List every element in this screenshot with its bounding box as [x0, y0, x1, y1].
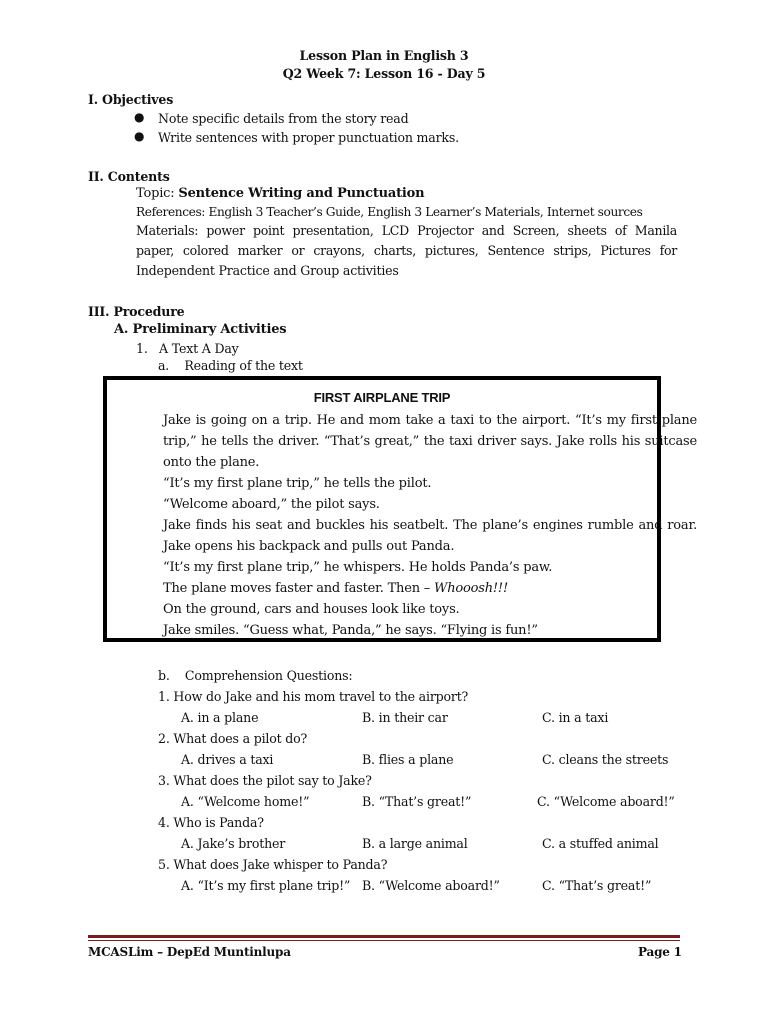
materials-line-2: paper, colored marker or crayons, charts, pictures, Sentence strips, Pictures for — [136, 243, 677, 258]
story-paragraph-2: “It’s my first plane trip,” he tells the pilot. — [163, 476, 432, 491]
objectives-heading: I. Objectives — [88, 92, 174, 107]
question-text: 3. What does the pilot say to Jake? — [158, 773, 372, 788]
footer-divider — [88, 940, 680, 941]
story-title: FIRST AIRPLANE TRIP — [313, 390, 451, 405]
objective-item: Write sentences with proper punctuation marks. — [158, 130, 459, 145]
references-line: References: English 3 Teacher’s Guide, English 3 Learner’s Materials, Internet sources — [136, 205, 643, 219]
procedure-item-b: b. Comprehension Questions: — [158, 668, 353, 683]
story-paragraph-3: “Welcome aboard,” the pilot says. — [163, 497, 380, 512]
footer-left: MCASLim – DepEd Muntinlupa — [88, 945, 291, 959]
preliminary-activities-heading: A. Preliminary Activities — [114, 322, 287, 337]
page-number: Page 1 — [638, 945, 682, 959]
question-option-b: B. “That’s great!” — [362, 794, 472, 809]
story-paragraph-5: “It’s my first plane trip,” he whispers. He holds Panda’s paw. — [163, 560, 553, 575]
story-paragraph-6 — [117, 578, 697, 599]
question-option-a: A. “It’s my first plane trip!” — [181, 878, 351, 893]
question-text: 1. How do Jake and his mom travel to the airport? — [158, 689, 469, 704]
question-option-a: A. “Welcome home!” — [181, 794, 310, 809]
story-paragraph-8: Jake smiles. “Guess what, Panda,” he says. “Flying is fun!” — [163, 623, 538, 638]
procedure-item-a: a. Reading of the text — [158, 358, 303, 373]
contents-heading: II. Contents — [88, 169, 170, 184]
topic-label: Topic: — [136, 186, 175, 201]
story-paragraph-4: Jake finds his seat and buckles his seatbelt. The plane’s engines rumble and roar. Jake opens his backpack and pulls out Panda. — [163, 518, 697, 554]
procedure-heading: III. Procedure — [88, 304, 185, 319]
bullet-icon: ● — [134, 110, 145, 124]
question-option-b: B. in their car — [362, 710, 448, 725]
question-text: 4. Who is Panda? — [158, 815, 264, 830]
question-option-a: A. Jake’s brother — [181, 836, 286, 851]
question-option-b: B. flies a plane — [362, 752, 454, 767]
question-option-c: C. in a taxi — [542, 710, 609, 725]
materials-line-1: Materials: power point presentation, LCD Projector and Screen, sheets of Manila — [136, 223, 677, 238]
question-option-c: C. cleans the streets — [542, 752, 669, 767]
question-option-b: B. a large animal — [362, 836, 468, 851]
story-paragraph-1: Jake is going on a trip. He and mom take a taxi to the airport. “It’s my first plane trip,” he tells the driver. “That’s great,” the taxi driver says. Jake rolls his suitcase onto the plane. — [163, 413, 697, 470]
document-title: Lesson Plan in English 3 — [299, 48, 469, 63]
question-text: 5. What does Jake whisper to Panda? — [158, 857, 388, 872]
question-option-c: C. “That’s great!” — [542, 878, 652, 893]
document-subtitle: Q2 Week 7: Lesson 16 - Day 5 — [282, 66, 486, 81]
question-option-c: C. a stuffed animal — [542, 836, 659, 851]
question-text: 2. What does a pilot do? — [158, 731, 308, 746]
bullet-icon: ● — [134, 129, 145, 143]
question-option-a: A. drives a taxi — [181, 752, 274, 767]
objective-item: Note specific details from the story read — [158, 111, 409, 126]
topic-value: Sentence Writing and Punctuation — [178, 186, 425, 201]
procedure-item-1: 1. A Text A Day — [136, 341, 239, 356]
story-paragraph-6-text: The plane moves faster and faster. Then – — [163, 581, 435, 596]
question-option-a: A. in a plane — [181, 710, 259, 725]
materials-line-3: Independent Practice and Group activities — [136, 263, 399, 278]
story-paragraph-6-emphasis: Whooosh!!! — [434, 581, 508, 596]
footer-divider — [88, 935, 680, 938]
question-option-c: C. “Welcome aboard!” — [537, 794, 675, 809]
story-paragraph-7: On the ground, cars and houses look like toys. — [163, 602, 460, 617]
story-box — [103, 376, 697, 642]
question-option-b: B. “Welcome aboard!” — [362, 878, 500, 893]
topic-line — [136, 186, 424, 201]
